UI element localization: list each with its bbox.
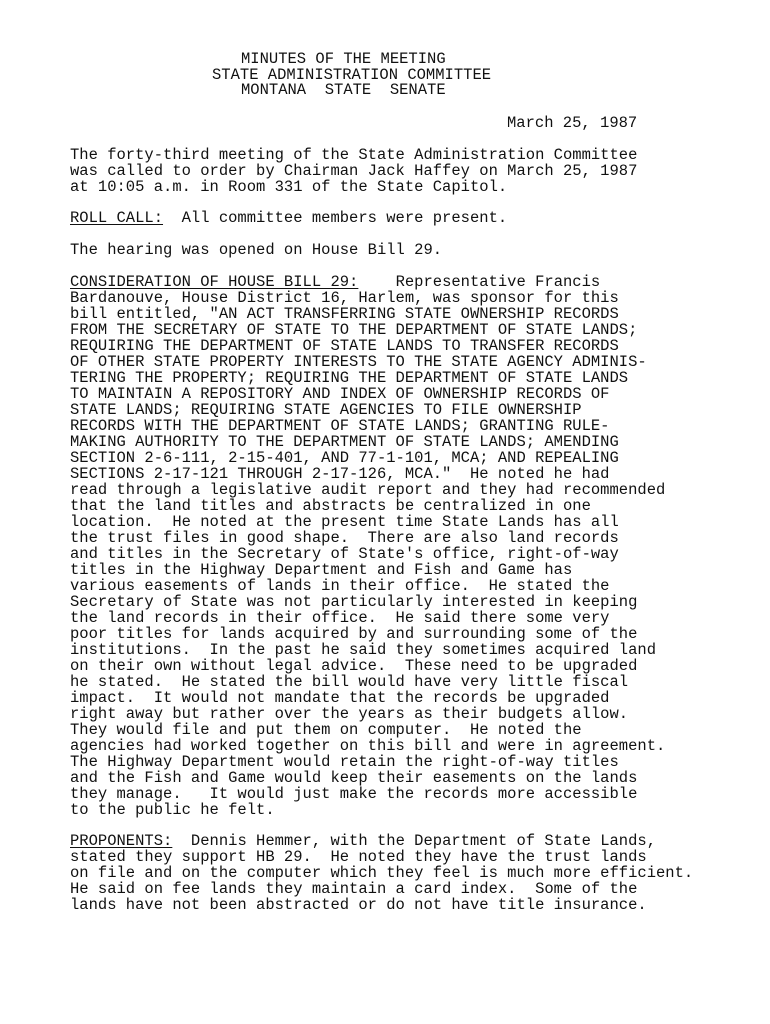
committee-title: STATE ADMINISTRATION COMMITTEE — [212, 66, 492, 84]
consideration-line: TERING THE PROPERTY; REQUIRING THE DEPARTMENT OF STATE LANDS — [70, 369, 629, 387]
roll-call-label: ROLL CALL: — [70, 209, 164, 227]
consideration-line: OF OTHER STATE PROPERTY INTERESTS TO THE STATE AGENCY ADMINIS- — [70, 353, 647, 371]
roll-call-paragraph — [70, 211, 507, 227]
consideration-line: They would file and put them on computer. He noted the — [70, 721, 582, 739]
consideration-line: on their own without legal advice. These need to be upgraded — [70, 657, 638, 675]
consideration-line: and titles in the Secretary of State's office, right-of-way — [70, 545, 619, 563]
intro-line: at 10:05 a.m. in Room 331 of the State Capitol. — [70, 178, 508, 196]
consideration-line: STATE LANDS; REQUIRING STATE AGENCIES TO FILE OWNERSHIP — [70, 401, 582, 419]
consideration-line: agencies had worked together on this bill and were in agreement. — [70, 737, 666, 755]
proponents-label: PROPONENTS: — [70, 832, 173, 850]
proponents-line: He said on fee lands they maintain a card index. Some of the — [70, 880, 638, 898]
consideration-line: right away but rather over the years as their budgets allow. — [70, 705, 629, 723]
proponents-line: stated they support HB 29. He noted they have the trust lands — [70, 848, 647, 866]
meeting-date: March 25, 1987 — [507, 114, 638, 132]
consideration-line: SECTION 2-6-111, 2-15-401, AND 77-1-101, MCA; AND REPEALING — [70, 449, 619, 467]
consideration-line: impact. It would not mandate that the records be upgraded — [70, 689, 610, 707]
proponents-first-line: Dennis Hemmer, with the Department of State Lands, — [172, 832, 657, 850]
consideration-line: Secretary of State was not particularly interested in keeping — [70, 593, 638, 611]
consideration-line: MAKING AUTHORITY TO THE DEPARTMENT OF STATE LANDS; AMENDING — [70, 433, 619, 451]
consideration-line: poor titles for lands acquired by and surrounding some of the — [70, 625, 638, 643]
consideration-first-line: Representative Francis — [358, 273, 601, 291]
consideration-line: REQUIRING THE DEPARTMENT OF STATE LANDS TO TRANSFER RECORDS — [70, 337, 619, 355]
consideration-line: that the land titles and abstracts be centralized in one — [70, 497, 591, 515]
consideration-line: bill entitled, "AN ACT TRANSFERRING STATE OWNERSHIP RECORDS — [70, 305, 619, 323]
senate-title: MONTANA STATE SENATE — [241, 81, 446, 99]
consideration-line: RECORDS WITH THE DEPARTMENT OF STATE LANDS; GRANTING RULE- — [70, 417, 610, 435]
roll-call-text: All committee members were present. — [163, 209, 508, 227]
consideration-line: The Highway Department would retain the right-of-way titles — [70, 753, 619, 771]
consideration-line: institutions. In the past he said they sometimes acquired land — [70, 641, 656, 659]
consideration-line: various easements of lands in their office. He stated the — [70, 577, 610, 595]
consideration-line: FROM THE SECRETARY OF STATE TO THE DEPARTMENT OF STATE LANDS; — [70, 321, 638, 339]
consideration-line: Bardanouve, House District 16, Harlem, was sponsor for this — [70, 289, 619, 307]
consideration-line: location. He noted at the present time State Lands has all — [70, 513, 619, 531]
consideration-line: TO MAINTAIN A REPOSITORY AND INDEX OF OWNERSHIP RECORDS OF — [70, 385, 610, 403]
consideration-line: they manage. It would just make the records more accessible — [70, 785, 638, 803]
consideration-line: the trust files in good shape. There are also land records — [70, 529, 619, 547]
consideration-line: read through a legislative audit report and they had recommended — [70, 481, 666, 499]
intro-line: The forty-third meeting of the State Administration Committee — [70, 146, 638, 164]
proponents-line: lands have not been abstracted or do not have title insurance. — [70, 896, 647, 914]
consideration-line: and the Fish and Game would keep their easements on the lands — [70, 769, 638, 787]
consideration-line: the land records in their office. He said there some very — [70, 609, 610, 627]
proponents-line: on file and on the computer which they feel is much more efficient. — [70, 864, 694, 882]
consideration-label: CONSIDERATION OF HOUSE BILL 29: — [70, 273, 359, 291]
consideration-line: to the public he felt. — [70, 801, 275, 819]
consideration-line: titles in the Highway Department and Fish and Game has — [70, 561, 573, 579]
intro-line: was called to order by Chairman Jack Haffey on March 25, 1987 — [70, 162, 638, 180]
hearing-opened: The hearing was opened on House Bill 29. — [70, 241, 443, 259]
consideration-line: SECTIONS 2-17-121 THROUGH 2-17-126, MCA." He noted he had — [70, 465, 610, 483]
consideration-line: he stated. He stated the bill would have very little fiscal — [70, 673, 629, 691]
minutes-title: MINUTES OF THE MEETING — [241, 50, 446, 68]
